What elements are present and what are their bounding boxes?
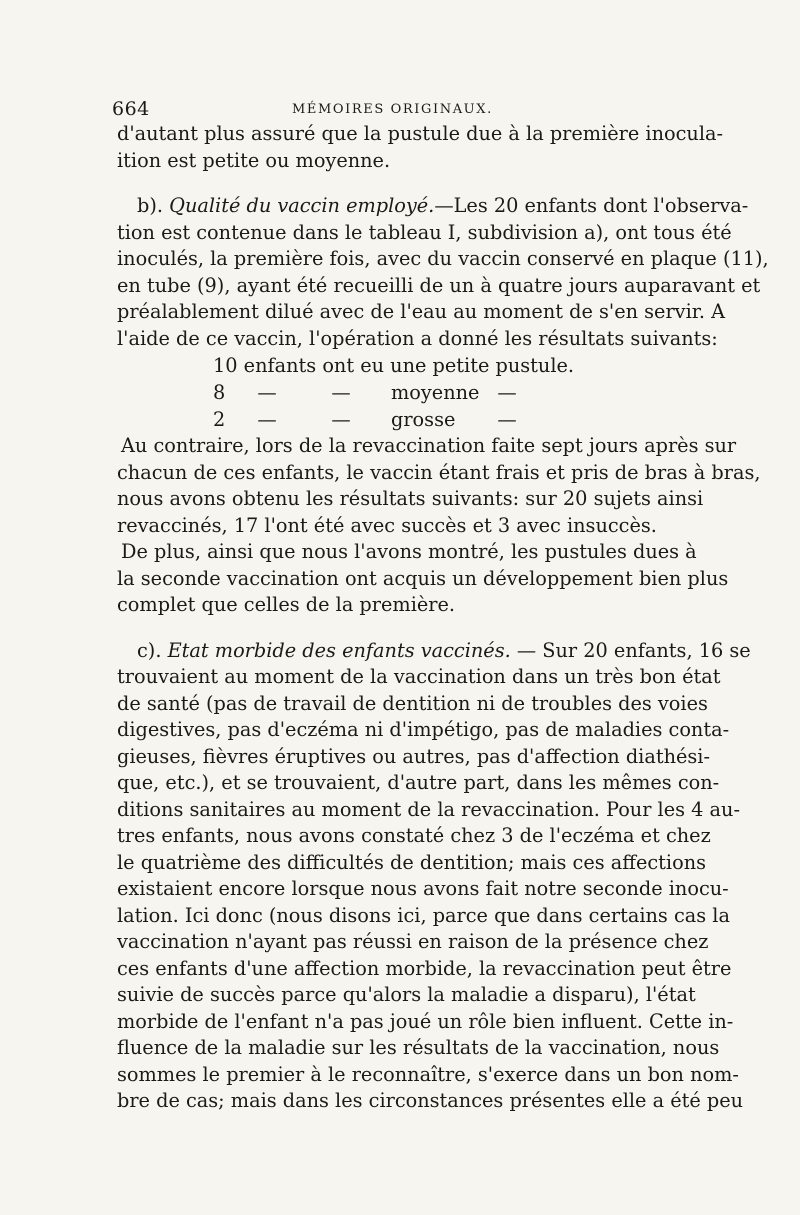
section-c-heading-rest: — Sur 20 enfants, 16 se <box>516 638 751 662</box>
ditto-mark: — <box>331 408 351 431</box>
ditto-mark: — <box>257 408 277 431</box>
text-line: vaccination n'ayant pas réussi en raison de la présence chez <box>117 930 709 953</box>
text-line: l'aide de ce vaccin, l'opération a donné les résultats suivants: <box>117 326 718 350</box>
results-count: 2 <box>213 408 226 431</box>
ditto-mark: — <box>497 381 517 404</box>
results-size: grosse <box>391 408 456 431</box>
text-line: préalablement dilué avec de l'eau au moment de s'en servir. A <box>117 300 726 323</box>
text-line: d'autant plus assuré que la pustule due à la première inocula- <box>117 122 724 145</box>
results-count: 8 <box>213 381 226 404</box>
ditto-mark: — <box>331 381 351 404</box>
text-line: bre de cas; mais dans les circonstances présentes elle a été peu <box>117 1089 744 1112</box>
text-line: complet que celles de la première. <box>117 593 456 616</box>
text-line: le quatrième des difficultés de dentition; mais ces affections <box>117 850 707 874</box>
text-line: de santé (pas de travail de dentition ni de troubles des voies <box>117 691 708 715</box>
text-line: morbide de l'enfant n'a pas joué un rôle bien influent. Cette in- <box>117 1009 734 1033</box>
text-line: trouvaient au moment de la vaccination dans un très bon état <box>117 665 721 688</box>
text-line: inoculés, la première fois, avec du vaccin conservé en plaque (11), <box>117 247 769 270</box>
text-line: De plus, ainsi que nous l'avons montré, les pustules dues à <box>121 540 697 563</box>
section-c-title: Etat morbide des enfants vaccinés. <box>167 638 511 662</box>
text-line: tres enfants, nous avons constaté chez 3 de l'eczéma et chez <box>117 824 711 847</box>
results-table-row <box>117 406 683 433</box>
text-line: la seconde vaccination ont acquis un développement bien plus <box>117 566 729 590</box>
paragraph-gap <box>117 619 683 638</box>
text-line: existaient encore lorsque nous avons fait notre seconde inocu- <box>117 877 729 900</box>
text-line: revaccinés, 17 l'ont été avec succès et 3 avec insuccès. <box>117 513 657 537</box>
page-number: 664 <box>112 98 150 120</box>
text-line: digestives, pas d'eczéma ni d'impétigo, pas de maladies conta- <box>117 718 730 741</box>
results-table-row <box>117 379 683 406</box>
section-c-heading-line <box>117 638 751 665</box>
text-line: sommes le premier à le reconnaître, s'exerce dans un bon nom- <box>117 1062 739 1086</box>
body-text <box>117 121 769 1115</box>
text-line: ces enfants d'une affection morbide, la revaccination peut être <box>117 956 732 980</box>
section-b-title: Qualité du vaccin employé. <box>169 194 435 217</box>
text-line: Au contraire, lors de la revaccination faite sept jours après sur <box>121 434 737 457</box>
paragraph-gap <box>117 174 683 193</box>
text-line: gieuses, fièvres éruptives ou autres, pas d'affection diathési- <box>117 744 710 768</box>
text-line: lation. Ici donc (nous disons ici, parce que dans certains cas la <box>117 903 730 927</box>
results-table-row <box>117 352 683 379</box>
results-size: moyenne <box>391 381 480 404</box>
text-line: en tube (9), ayant été recueilli de un à quatre jours auparavant et <box>117 273 761 297</box>
text-line: suivie de succès parce qu'alors la maladie a disparu), l'état <box>117 983 696 1006</box>
ditto-mark: — <box>257 381 277 404</box>
text-line: ditions sanitaires au moment de la revaccination. Pour les 4 au- <box>117 797 740 821</box>
text-line: ition est petite ou moyenne. <box>117 148 391 172</box>
section-b-label: b). <box>137 194 163 217</box>
text-line: chacun de ces enfants, le vaccin étant frais et pris de bras à bras, <box>117 460 761 484</box>
running-head: MÉMOIRES ORIGINAUX. <box>292 102 493 117</box>
section-b-heading-rest: —Les 20 enfants dont l'observa- <box>434 194 749 217</box>
text-line: que, etc.), et se trouvaient, d'autre part, dans les mêmes con- <box>117 771 720 794</box>
text-line: nous avons obtenu les résultats suivants: sur 20 sujets ainsi <box>117 487 704 510</box>
ditto-mark: — <box>497 408 517 431</box>
page-header <box>112 98 682 122</box>
text-line: fluence de la maladie sur les résultats de la vaccination, nous <box>117 1036 720 1059</box>
section-b-heading-line <box>117 193 749 220</box>
text-line: tion est contenue dans le tableau I, subdivision a), ont tous été <box>117 220 732 244</box>
section-c-label: c). <box>137 638 162 662</box>
results-row-text: 10 enfants ont eu une petite pustule. <box>213 354 575 377</box>
